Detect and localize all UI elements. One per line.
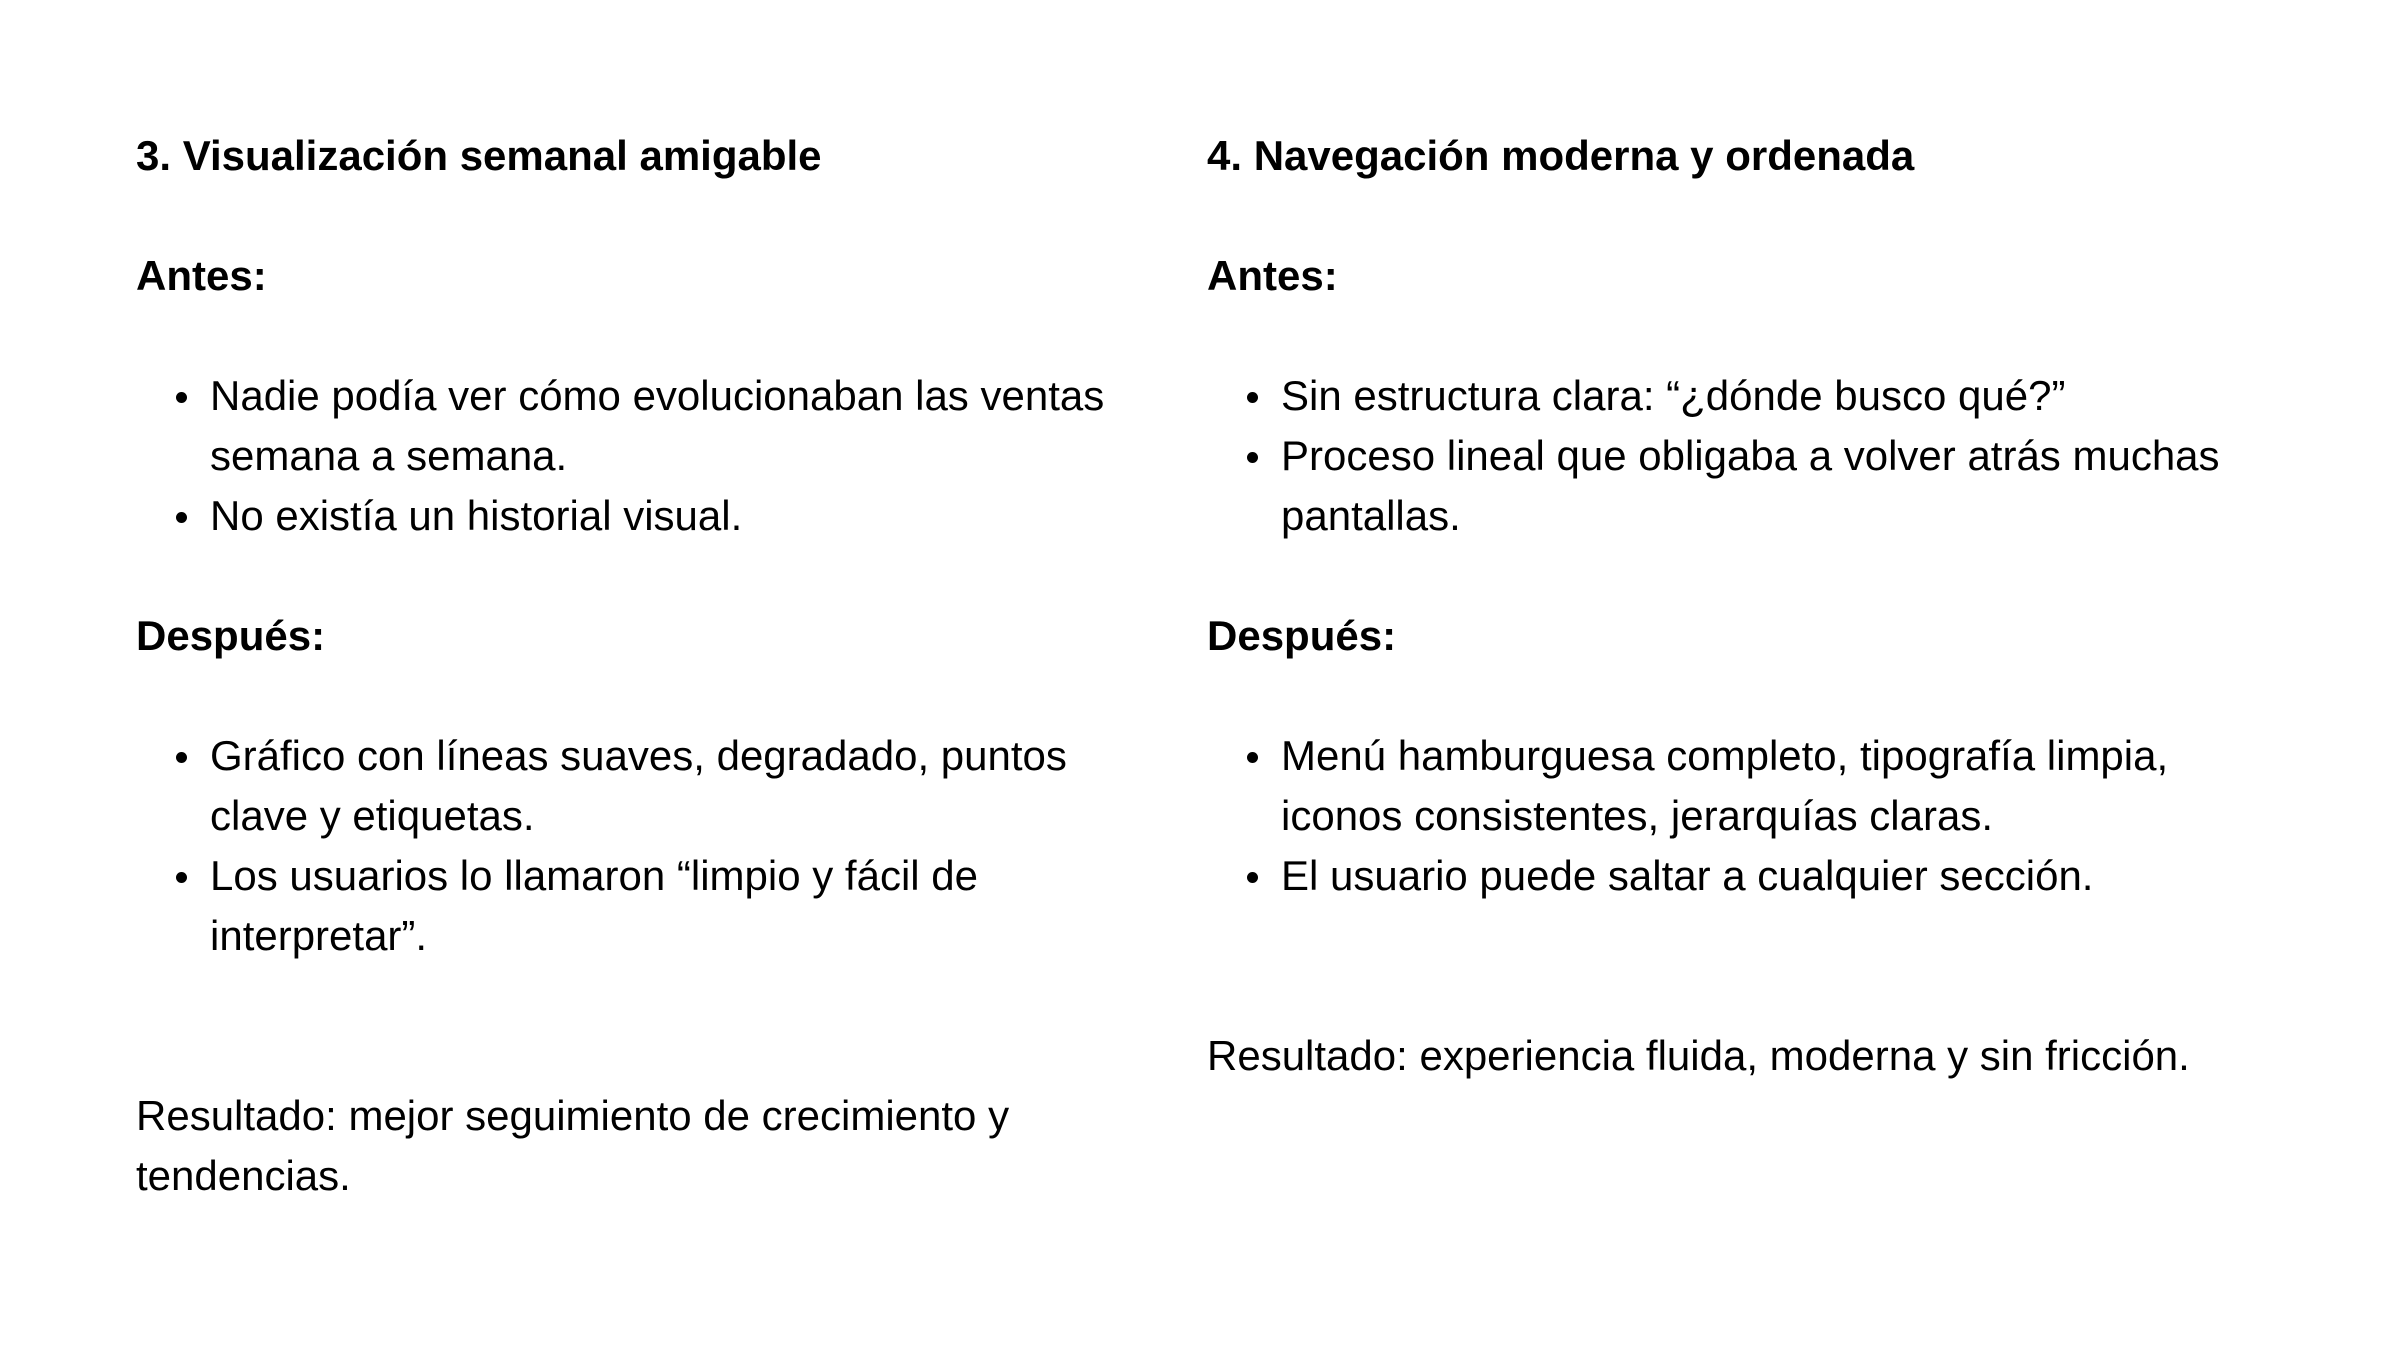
before-list bbox=[136, 366, 1146, 546]
after-label: Después: bbox=[1207, 612, 1397, 659]
bullet-icon bbox=[1247, 752, 1258, 763]
bullet-icon bbox=[176, 512, 187, 523]
section-title: 3. Visualización semanal amigable bbox=[136, 132, 822, 179]
list-item-text: Los usuarios lo llamaron “limpio y fácil de interpretar”. bbox=[210, 852, 978, 959]
list-item bbox=[1207, 726, 2297, 846]
before-label: Antes: bbox=[1207, 252, 1338, 299]
after-label: Después: bbox=[136, 612, 326, 659]
section-modern-navigation bbox=[1207, 126, 2297, 1086]
list-item-text: Menú hamburguesa completo, tipografía limpia, iconos consistentes, jerarquías claras. bbox=[1281, 732, 2169, 839]
list-item bbox=[136, 486, 1146, 546]
section-title: 4. Navegación moderna y ordenada bbox=[1207, 132, 1915, 179]
before-list bbox=[1207, 366, 2297, 546]
bullet-icon bbox=[1247, 452, 1258, 463]
bullet-icon bbox=[1247, 392, 1258, 403]
before-label: Antes: bbox=[136, 252, 267, 299]
list-item bbox=[1207, 366, 2297, 426]
list-item-text: No existía un historial visual. bbox=[210, 492, 743, 539]
list-item bbox=[1207, 846, 2297, 906]
result-text: Resultado: experiencia fluida, moderna y sin fricción. bbox=[1207, 1032, 2190, 1079]
bullet-icon bbox=[176, 752, 187, 763]
section-weekly-visualization bbox=[136, 126, 1146, 1206]
list-item bbox=[1207, 426, 2297, 546]
list-item bbox=[136, 846, 1146, 966]
result-text: Resultado: mejor seguimiento de crecimiento y tendencias. bbox=[136, 1092, 1010, 1199]
after-list bbox=[136, 726, 1146, 966]
list-item bbox=[136, 726, 1146, 846]
after-list bbox=[1207, 726, 2297, 906]
bullet-icon bbox=[1247, 872, 1258, 883]
bullet-icon bbox=[176, 392, 187, 403]
list-item-text: El usuario puede saltar a cualquier sección. bbox=[1281, 852, 2094, 899]
list-item-text: Gráfico con líneas suaves, degradado, puntos clave y etiquetas. bbox=[210, 732, 1067, 839]
list-item-text: Sin estructura clara: “¿dónde busco qué?” bbox=[1281, 372, 2066, 419]
bullet-icon bbox=[176, 872, 187, 883]
list-item-text: Nadie podía ver cómo evolucionaban las ventas semana a semana. bbox=[210, 372, 1105, 479]
list-item-text: Proceso lineal que obligaba a volver atrás muchas pantallas. bbox=[1281, 432, 2220, 539]
list-item bbox=[136, 366, 1146, 486]
